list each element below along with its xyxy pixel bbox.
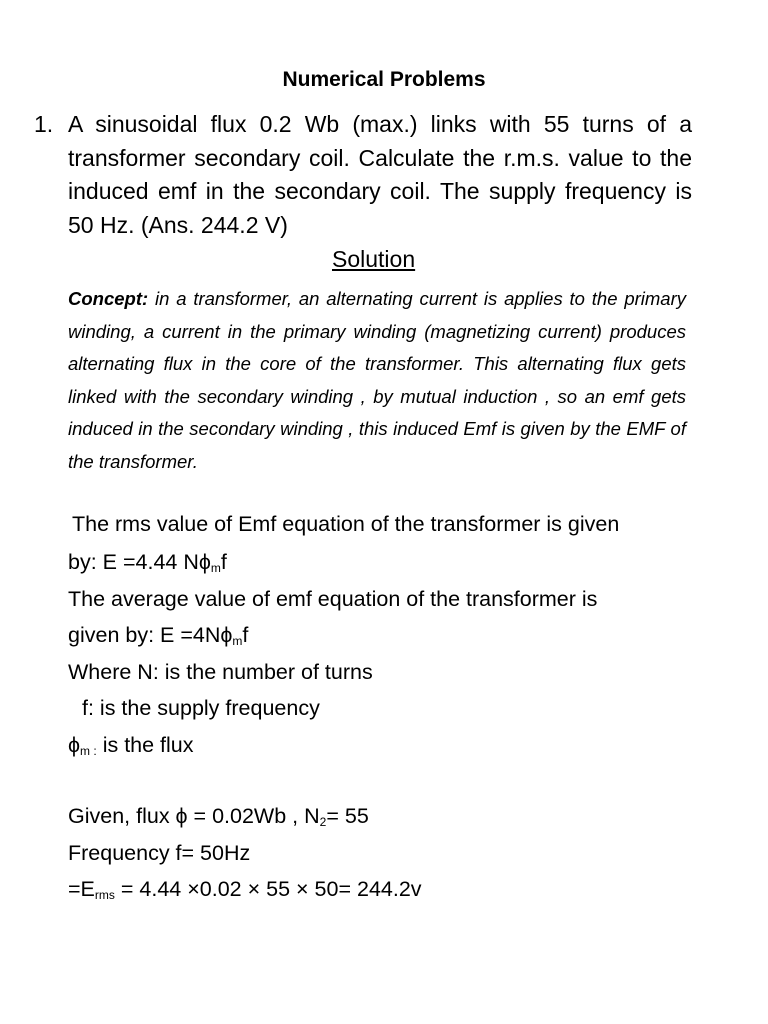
where-f-line: f: is the supply frequency bbox=[82, 696, 320, 720]
problem-statement bbox=[34, 108, 692, 242]
where-n-line: Where N: is the number of turns bbox=[68, 660, 373, 684]
frequency-line: Frequency f= 50Hz bbox=[68, 841, 251, 865]
avg-equation-prefix: given by: E =4Nϕ bbox=[68, 623, 233, 647]
problem-number: 1. bbox=[34, 111, 54, 137]
phi-sub: m : bbox=[80, 744, 97, 758]
solution-heading: Solution bbox=[332, 246, 416, 272]
avg-equation-f: f bbox=[242, 623, 249, 647]
rms-equation-f: f bbox=[220, 550, 227, 574]
avg-equation-line bbox=[68, 623, 248, 648]
problem-text: A sinusoidal flux 0.2 Wb (max.) links with 55 turns of a transformer secondary coil. Calculate the r.m.s. value to the induced emf in the secondary coil. The supply frequency is 50 Hz. (Ans. 244.2 V) bbox=[68, 111, 692, 238]
rms-equation-sub: m bbox=[210, 561, 221, 575]
concept-label: Concept: bbox=[68, 288, 149, 309]
erms-line bbox=[68, 877, 422, 902]
erms-suffix: = 4.44 ×0.02 × 55 × 50= 244.2v bbox=[114, 877, 422, 901]
erms-sub: rms bbox=[94, 888, 115, 902]
page-title: Numerical Problems bbox=[282, 68, 486, 91]
flux-definition-line bbox=[68, 733, 194, 758]
given-prefix: Given, flux ϕ = 0.02Wb , N bbox=[68, 804, 320, 828]
erms-prefix: =E bbox=[68, 877, 95, 901]
flux-definition-text: is the flux bbox=[96, 733, 194, 757]
n-sub: 2 bbox=[319, 815, 327, 829]
phi-symbol: ϕ bbox=[68, 733, 81, 757]
given-suffix: = 55 bbox=[326, 804, 369, 828]
concept-paragraph bbox=[68, 283, 686, 479]
concept-text: in a transformer, an alternating current is applies to the primary winding, a current in the primary winding (magnetizing current) produces alternating flux in the core of the transformer. This alternating flux gets linked with the secondary winding , by mutual induction , so an emf gets induced in the secondary winding , this induced Emf is given by the EMF of the transformer. bbox=[68, 288, 686, 472]
rms-intro-line: The rms value of Emf equation of the transformer is given bbox=[72, 512, 620, 536]
avg-intro-line: The average value of emf equation of the transformer is bbox=[68, 587, 598, 611]
rms-equation-line bbox=[68, 550, 227, 575]
avg-equation-sub: m bbox=[232, 634, 243, 648]
rms-equation-prefix: by: E =4.44 Nϕ bbox=[68, 550, 211, 574]
given-line bbox=[68, 804, 369, 829]
